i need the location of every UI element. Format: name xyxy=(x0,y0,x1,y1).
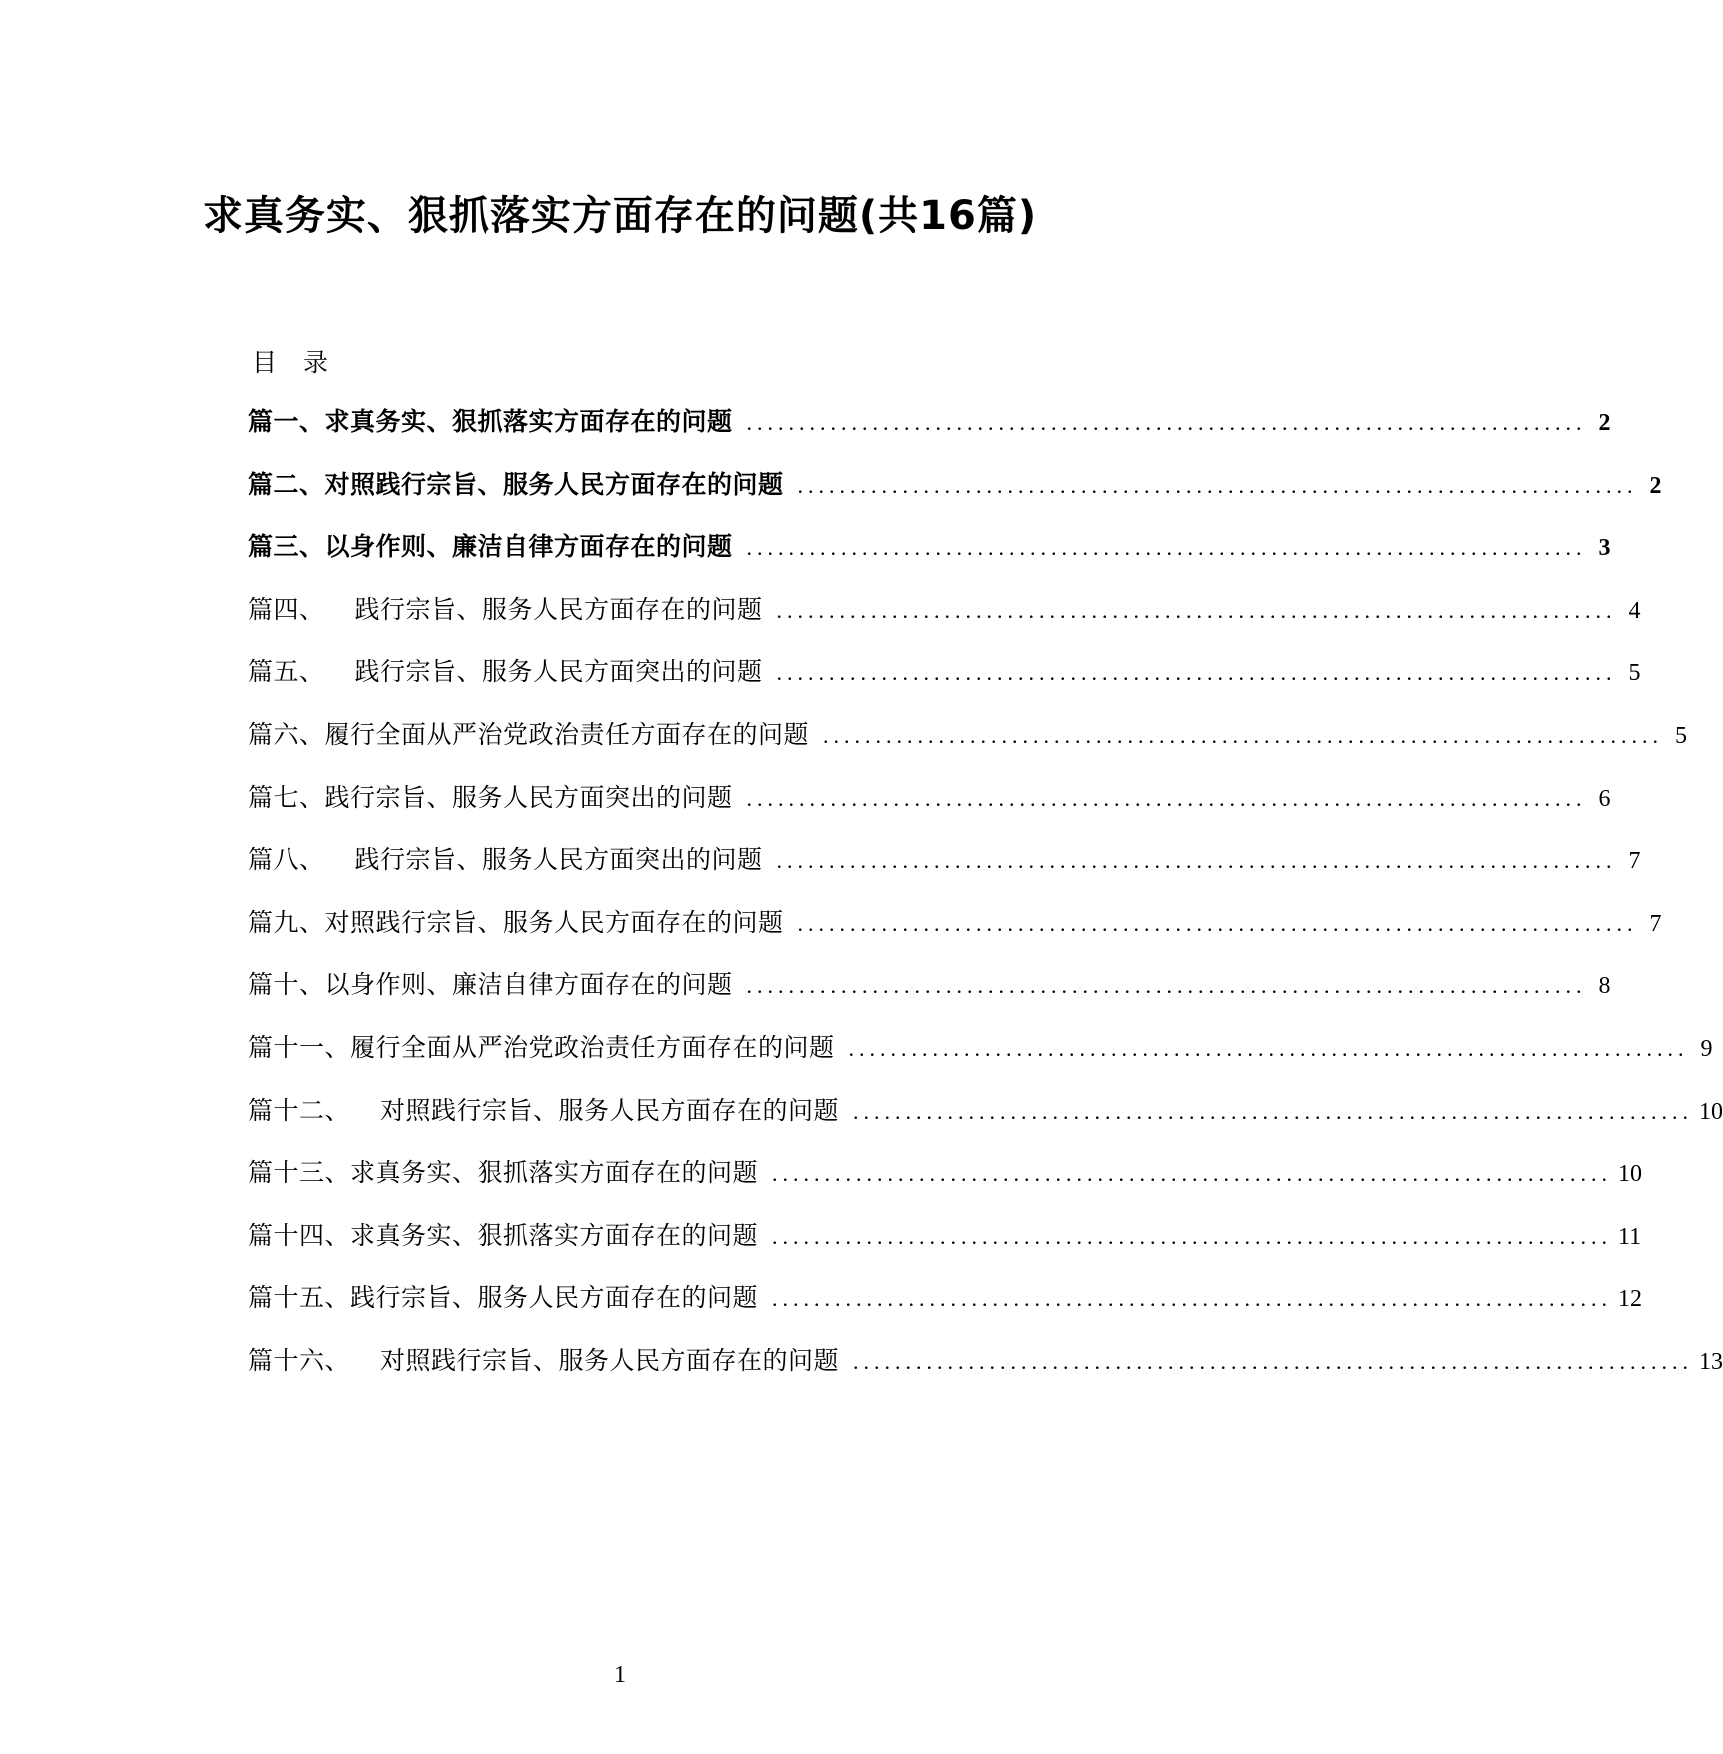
toc-entry[interactable] xyxy=(248,467,1662,530)
toc-dot-leader: ................................................................................ xyxy=(797,472,1638,498)
toc-dot-leader: ................................................................................ xyxy=(776,660,1617,686)
toc-entry[interactable] xyxy=(248,592,1641,655)
toc-entry-number: 篇十五、 xyxy=(248,1283,351,1313)
toc-dot-leader: ................................................................................ xyxy=(853,1348,1694,1374)
toc-entry-page: 11 xyxy=(1618,1223,1642,1250)
toc-entry-title: 以身作则、廉洁自律方面存在的问题 xyxy=(324,532,733,562)
toc-entry-title: 以身作则、廉洁自律方面存在的问题 xyxy=(324,970,733,1000)
toc-entry-number: 篇十一、 xyxy=(248,1032,351,1062)
toc-entry-page: 4 xyxy=(1628,597,1641,624)
toc-entry[interactable] xyxy=(248,1218,1642,1281)
toc-entry[interactable] xyxy=(248,1343,1723,1406)
document-title: 求真务实、狠抓落实方面存在的问题(共16篇) xyxy=(202,193,1038,239)
toc-dot-leader: ................................................................................ xyxy=(746,535,1587,561)
toc-dot-leader: ................................................................................ xyxy=(772,1161,1613,1187)
toc-entry-number: 篇一、 xyxy=(248,407,325,436)
toc-entry[interactable] xyxy=(248,842,1641,905)
toc-entry-number: 篇十二、 xyxy=(248,1095,351,1125)
toc-entry-title: 对照践行宗旨、服务人民方面存在的问题 xyxy=(380,1095,840,1125)
toc-entry-page: 2 xyxy=(1649,472,1662,499)
toc-entry-title: 对照践行宗旨、服务人民方面存在的问题 xyxy=(324,469,784,499)
toc-entry-number: 篇十六、 xyxy=(248,1345,351,1375)
toc-entry-title: 践行宗旨、服务人民方面存在的问题 xyxy=(354,594,763,624)
toc-entry-page: 2 xyxy=(1598,410,1611,436)
toc-entry-number: 篇二、 xyxy=(248,469,325,499)
toc-entry-page: 5 xyxy=(1628,660,1641,687)
toc-dot-leader: ................................................................................ xyxy=(776,597,1617,623)
toc-entry-title: 对照践行宗旨、服务人民方面存在的问题 xyxy=(380,1345,840,1375)
toc-entry-page: 7 xyxy=(1649,910,1662,937)
toc-heading: 目录 xyxy=(252,348,355,377)
toc-entry-title: 求真务实、狠抓落实方面存在的问题 xyxy=(324,407,733,436)
toc-entry-number: 篇三、 xyxy=(248,532,325,562)
table-of-contents xyxy=(248,404,1723,1406)
toc-entry[interactable] xyxy=(248,1155,1643,1218)
toc-entry-title: 求真务实、狠抓落实方面存在的问题 xyxy=(350,1158,759,1188)
toc-dot-leader: ................................................................................ xyxy=(746,410,1587,435)
toc-entry-page: 12 xyxy=(1618,1286,1643,1313)
toc-dot-leader: ................................................................................ xyxy=(823,722,1664,748)
toc-dot-leader: ................................................................................ xyxy=(772,1286,1613,1312)
toc-entry-title: 践行宗旨、服务人民方面突出的问题 xyxy=(324,782,733,812)
toc-dot-leader: ................................................................................ xyxy=(746,973,1587,999)
toc-entry-page: 9 xyxy=(1700,1035,1713,1062)
toc-entry-number: 篇七、 xyxy=(248,782,325,812)
toc-entry-page: 5 xyxy=(1675,722,1688,749)
toc-dot-leader: ................................................................................ xyxy=(848,1035,1689,1061)
toc-entry[interactable] xyxy=(248,905,1662,968)
toc-entry[interactable] xyxy=(248,1030,1713,1093)
toc-entry-page: 3 xyxy=(1598,535,1611,562)
toc-entry[interactable] xyxy=(248,1093,1723,1156)
toc-entry-title: 求真务实、狠抓落实方面存在的问题 xyxy=(350,1220,759,1250)
toc-entry-number: 篇六、 xyxy=(248,719,325,749)
toc-entry-title: 践行宗旨、服务人民方面突出的问题 xyxy=(354,845,763,875)
toc-entry[interactable] xyxy=(248,404,1611,467)
toc-dot-leader: ................................................................................ xyxy=(746,785,1587,811)
toc-entry-page: 7 xyxy=(1628,848,1641,875)
toc-entry-number: 篇九、 xyxy=(248,907,325,937)
toc-entry-number: 篇十、 xyxy=(248,970,325,1000)
toc-entry-page: 10 xyxy=(1699,1098,1723,1125)
toc-dot-leader: ................................................................................ xyxy=(772,1223,1613,1249)
toc-dot-leader: ................................................................................ xyxy=(776,848,1617,874)
toc-dot-leader: ................................................................................ xyxy=(797,910,1638,936)
toc-dot-leader: ................................................................................ xyxy=(853,1098,1694,1124)
page-number: 1 xyxy=(614,1662,626,1688)
toc-entry[interactable] xyxy=(248,717,1688,780)
toc-entry-title: 履行全面从严治党政治责任方面存在的问题 xyxy=(324,719,810,749)
toc-entry[interactable] xyxy=(248,780,1611,843)
toc-entry-title: 践行宗旨、服务人民方面突出的问题 xyxy=(354,657,763,687)
toc-entry[interactable] xyxy=(248,654,1641,717)
toc-entry-number: 篇八、 xyxy=(248,845,325,875)
toc-entry-title: 履行全面从严治党政治责任方面存在的问题 xyxy=(350,1032,835,1062)
toc-entry[interactable] xyxy=(248,967,1611,1030)
toc-entry-page: 13 xyxy=(1699,1348,1723,1375)
toc-entry-number: 篇五、 xyxy=(248,657,325,687)
toc-entry-title: 践行宗旨、服务人民方面存在的问题 xyxy=(350,1283,759,1313)
toc-entry-number: 篇十四、 xyxy=(248,1220,351,1250)
toc-entry-title: 对照践行宗旨、服务人民方面存在的问题 xyxy=(324,907,784,937)
toc-entry-page: 6 xyxy=(1598,785,1611,812)
toc-entry-page: 8 xyxy=(1598,973,1611,1000)
toc-entry-number: 篇四、 xyxy=(248,594,325,624)
toc-entry-page: 10 xyxy=(1618,1161,1643,1188)
toc-entry[interactable] xyxy=(248,529,1611,592)
toc-entry-number: 篇十三、 xyxy=(248,1158,351,1188)
toc-entry[interactable] xyxy=(248,1280,1643,1343)
